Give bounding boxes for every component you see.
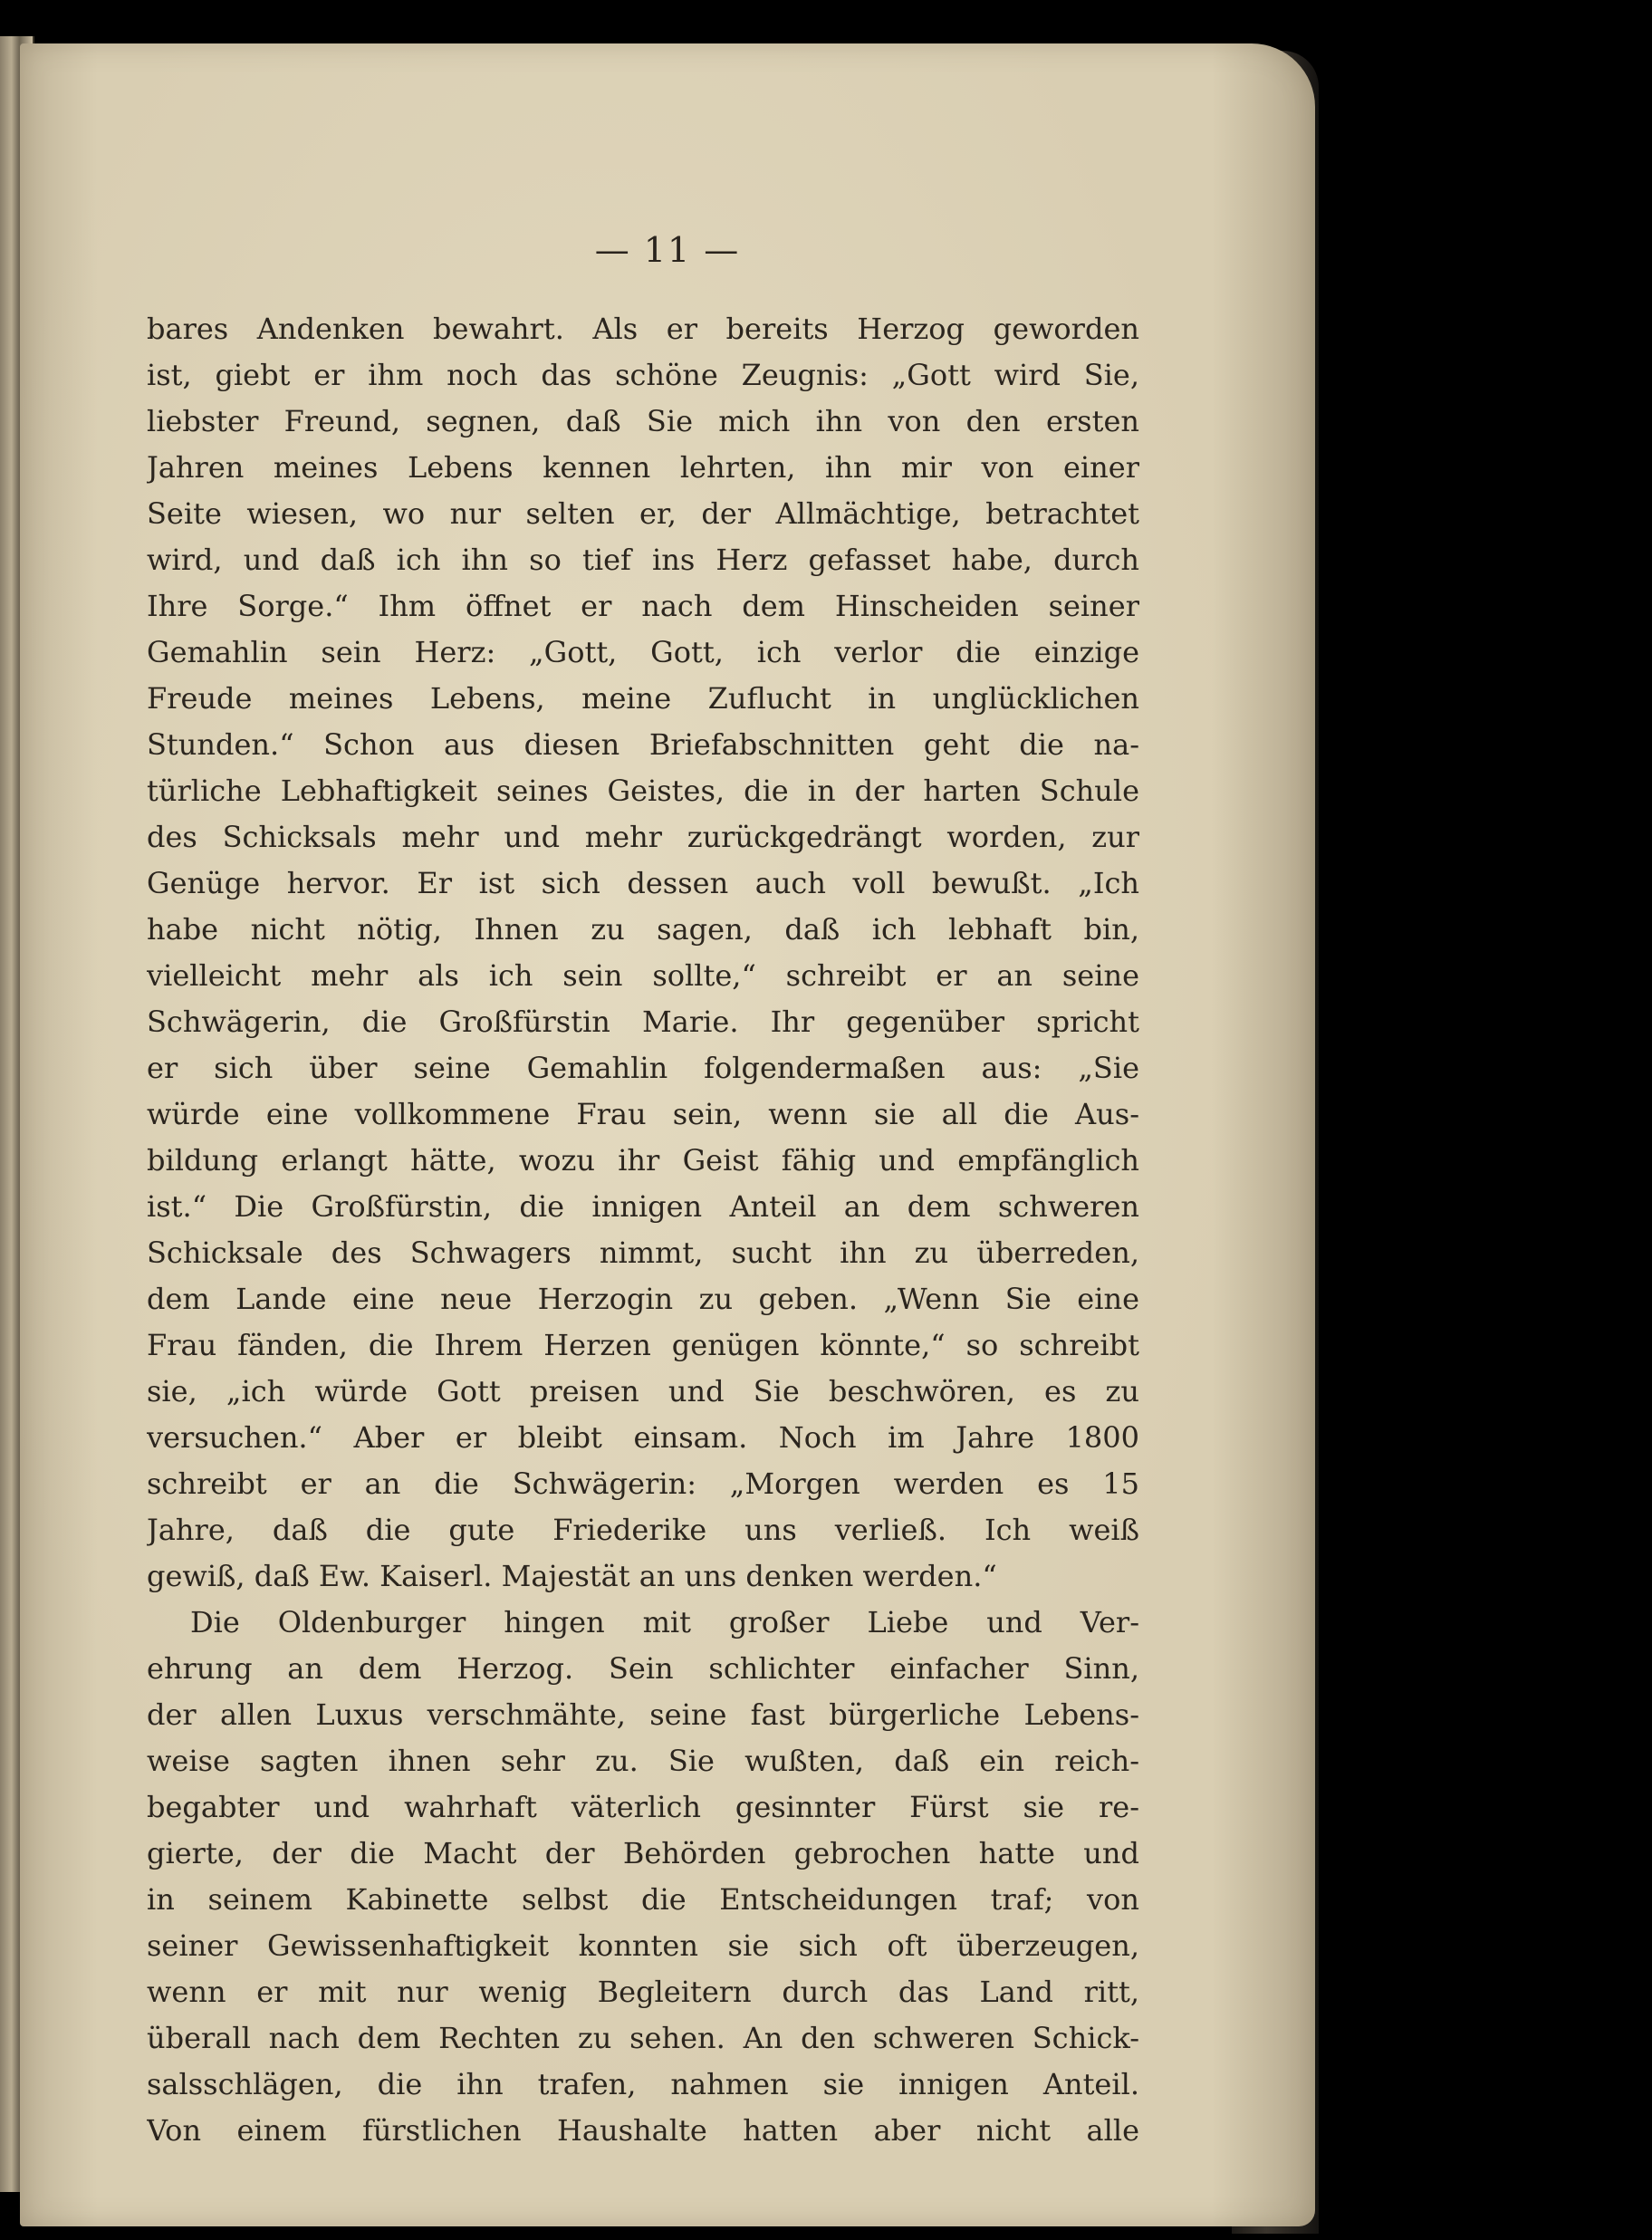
text-line: dem Lande eine neue Herzogin zu geben. „Wenn Sie eine: [147, 1282, 1139, 1316]
text-line: liebster Freund, segnen, daß Sie mich ihn von den ersten: [147, 404, 1139, 438]
text-line: salsschlägen, die ihn trafen, nahmen sie innigen Anteil.: [147, 2067, 1139, 2101]
text-line: habe nicht nötig, Ihnen zu sagen, daß ich lebhaft bin,: [147, 912, 1139, 947]
text-line: versuchen.“ Aber er bleibt einsam. Noch im Jahre 1800: [147, 1420, 1139, 1455]
text-line: weise sagten ihnen sehr zu. Sie wußten, daß ein reich-: [147, 1744, 1139, 1778]
text-line: seiner Gewissenhaftigkeit konnten sie sich oft überzeugen,: [147, 1928, 1139, 1963]
text-line: Ihre Sorge.“ Ihm öffnet er nach dem Hinscheiden seiner: [147, 589, 1139, 623]
text-line: er sich über seine Gemahlin folgendermaßen aus: „Sie: [147, 1051, 1139, 1085]
text-line: ist.“ Die Großfürstin, die innigen Anteil an dem schweren: [147, 1189, 1139, 1224]
text-line: Schicksale des Schwagers nimmt, sucht ihn zu überreden,: [147, 1235, 1139, 1270]
page-number: — 11 —: [594, 230, 741, 270]
text-line: Stunden.“ Schon aus diesen Briefabschnitten geht die na-: [147, 727, 1139, 762]
text-line: ist, giebt er ihm noch das schöne Zeugnis: „Gott wird Sie,: [147, 358, 1139, 392]
body-text: [147, 306, 1139, 2154]
text-line: der allen Luxus verschmähte, seine fast bürgerliche Lebens-: [147, 1697, 1139, 1732]
text-line: Gemahlin sein Herz: „Gott, Gott, ich verlor die einzige: [147, 635, 1139, 669]
text-line: türliche Lebhaftigkeit seines Geistes, die in der harten Schule: [147, 774, 1139, 808]
page-sheet: [20, 43, 1315, 2226]
text-line: Schwägerin, die Großfürstin Marie. Ihr gegenüber spricht: [147, 1005, 1139, 1039]
text-line: wird, und daß ich ihn so tief ins Herz gefasset habe, durch: [147, 543, 1139, 577]
text-line: Von einem fürstlichen Haushalte hatten aber nicht alle: [147, 2113, 1139, 2148]
text-line: bildung erlangt hätte, wozu ihr Geist fähig und empfänglich: [147, 1143, 1139, 1178]
text-line: gierte, der die Macht der Behörden gebrochen hatte und: [147, 1836, 1139, 1870]
text-line: ehrung an dem Herzog. Sein schlichter einfacher Sinn,: [147, 1651, 1139, 1686]
text-line: begabter und wahrhaft väterlich gesinnter Fürst sie re-: [147, 1790, 1139, 1824]
text-line: des Schicksals mehr und mehr zurückgedrängt worden, zur: [147, 820, 1139, 854]
paragraph-start-line: Die Oldenburger hingen mit großer Liebe und Ver-: [190, 1605, 1139, 1639]
text-line: Freude meines Lebens, meine Zuflucht in unglücklichen: [147, 681, 1139, 716]
text-line: bares Andenken bewahrt. Als er bereits Herzog geworden: [147, 312, 1139, 346]
text-line: Seite wiesen, wo nur selten er, der Allmächtige, betrachtet: [147, 496, 1139, 531]
text-line: vielleicht mehr als ich sein sollte,“ schreibt er an seine: [147, 958, 1139, 993]
text-line: sie, „ich würde Gott preisen und Sie beschwören, es zu: [147, 1374, 1139, 1408]
text-line: Genüge hervor. Er ist sich dessen auch voll bewußt. „Ich: [147, 866, 1139, 900]
text-line: gewiß, daß Ew. Kaiserl. Majestät an uns denken werden.“: [147, 1559, 997, 1593]
text-line: überall nach dem Rechten zu sehen. An den schweren Schick-: [147, 2021, 1139, 2055]
text-line: in seinem Kabinette selbst die Entscheidungen traf; von: [147, 1882, 1139, 1917]
text-line: schreibt er an die Schwägerin: „Morgen werden es 15: [147, 1466, 1139, 1501]
text-line: Frau fänden, die Ihrem Herzen genügen könnte,“ so schreibt: [147, 1328, 1139, 1362]
text-line: Jahre, daß die gute Friederike uns verließ. Ich weiß: [147, 1513, 1139, 1547]
text-line: würde eine vollkommene Frau sein, wenn sie all die Aus-: [147, 1097, 1139, 1131]
text-line: Jahren meines Lebens kennen lehrten, ihn mir von einer: [147, 450, 1139, 485]
text-line: wenn er mit nur wenig Begleitern durch das Land ritt,: [147, 1975, 1139, 2009]
